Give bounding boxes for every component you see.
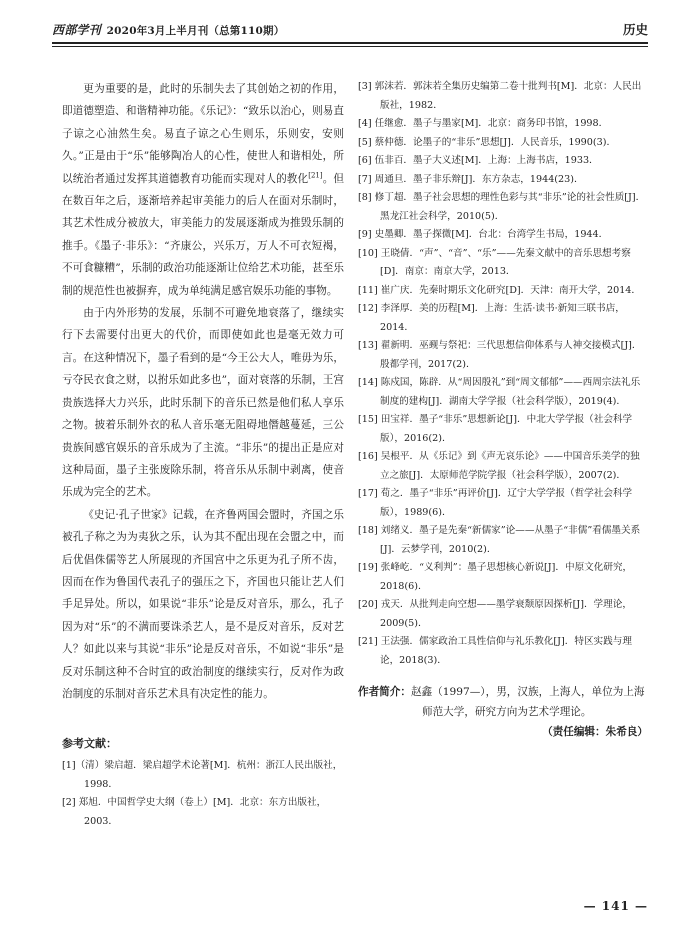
reference-item: [18] 刘绪义．墨子是先秦“新儒家”论——从墨子“非儒”看儒墨关系[J]．云梦学刊，2010(2)． [358,525,641,555]
author-text: 赵鑫（1997—），男，汉族，上海人，单位为上海师范大学，研究方向为艺术学理论。 [410,686,645,718]
references-right-list [358,78,648,670]
reference-item: [9] 史墨卿．墨子探微[M]．台北：台湾学生书局，1944． [358,229,609,240]
citation-21: [21] [308,171,323,180]
para-1-tail: 。但在数百年之后，逐渐培养起审美能力的后人在面对乐制时，其艺术性成分被放大，审美能力的发展逐渐成为推毁乐制的推手。《墨子·非乐》：“齐康公，兴乐万，万人不可衣短褐，不可食糠糟”，乐制的政治功能逐渐让位给艺术功能，甚至乐制的规范性也被摒弃，成为单纯满足感官娱乐功能的事物。 [62,172,345,297]
reference-item: [2] 郑旭．中国哲学史大纲（卷上）[M]．北京：东方出版社，2003． [62,797,327,827]
journal-info [52,21,284,38]
header-rule-thin [52,46,648,47]
reference-item: [11] 崔广庆．先秦时期乐文化研究[D]．天津：南开大学，2014． [358,284,641,296]
reference-item: [8] 修丁超．墨子社会思想的理性色彩与其“非乐”论的社会性质[J]．黑龙江社会科学，2010(5)． [358,192,646,222]
left-column [62,78,344,831]
reference-item: [13] 翟新明．巫觋与祭祀：三代思想信仰体系与人神交接模式[J]．殷都学刊，2017(2)． [358,340,642,370]
reference-item: [17] 荀之．墨子“非乐”再评价[J]．辽宁大学学报（哲学社会科学版），1989(6)． [358,488,633,518]
section-label: 历史 [622,22,648,37]
header-rule-thick [52,42,648,44]
journal-logo: 西部学刊 [52,23,101,37]
body-paragraph-2: 由于内外形势的发展，乐制不可避免地衰落了，继续实行下去需要付出更大的代价，而即使如此也是毫无效力可言。在这种情况下，墨子看到的是“今王公大人，唯毋为乐，亏夺民衣食之财，以拊乐如此多也”，面对衰落的乐制，王宫贵族选择大力兴乐，此时乐制下的音乐已然是他们私人享乐之物。披着乐制外衣的私人音乐毫无阻碍地僭越蔓延，三公贵族间感官娱乐的音乐成为了主流。“非乐”的提出正是应对这种局面，墨子主张废除乐制，将音乐从乐制中剥离，使音乐成为完全的艺术。 [62,307,344,499]
reference-item: [12] 李泽厚．美的历程[M]．上海：生活·读书·新知三联书店，2014． [358,303,625,333]
reference-item: [4] 任继愈．墨子与墨家[M]．北京：商务印书馆，1998． [358,118,609,129]
author-bio [358,682,648,722]
body-paragraph-1 [62,78,344,302]
page-header [52,18,648,42]
reference-item: [20] 戎天．从批判走向空想——墨学衰颓原因探析[J]．学理论，2009(5)． [358,599,632,629]
references-title: 参考文献： [62,737,117,751]
para-1-text: 更为重要的是，此时的乐制失去了其创始之初的作用，即道德塑造、和谐精神功能。《乐记》：“致乐以治心，则易直子谅之心油然生矣。易直子谅之心生则乐，乐则安，安则久。”正是由于“乐”能够陶冶人的心性，使世人和谐相处，所以统治者通过发挥其道德教育功能而实现对人的教化 [62,83,344,185]
reference-item: [16] 吴根平．从《乐记》到《声无哀乐论》——中国音乐美学的独立之旅[J]．太原师范学院学报（社会科学版），2007(2)． [358,451,640,481]
reference-item: [14] 陈戍国，陈辟．从“周因殷礼”到“周文郁郁”——西周宗法礼乐制度的建构[J]．湖南大学学报（社会科学版），2019(4)． [358,377,641,407]
reference-item: [15] 田宝祥．墨子“非乐”思想新论[J]．中北大学学报（社会科学版），2016(2)． [358,414,633,444]
author-label: 作者简介： [358,686,411,698]
reference-item: [10] 王晓倩．“声”、“音”、“乐”——先秦文献中的音乐思想考察[D]．南京：南京大学，2013． [358,247,631,277]
reference-item: [19] 张峰屹．“义利判”：墨子思想核心新说[J]．中原文化研究，2018(6)． [358,562,633,592]
reference-item: [6] 伍非百．墨子大义述[M]．上海：上海书店，1933． [358,155,599,166]
reference-item: [5] 蔡仲德．论墨子的“非乐”思想[J]．人民音乐，1990(3)． [358,136,617,148]
right-column [358,78,648,739]
responsible-editor: （责任编辑：朱希良） [542,726,648,738]
reference-item: [3] 郭沫若．郭沫若全集历史编第二卷十批判书[M]．北京：人民出版社，1982． [358,81,642,111]
reference-item: [21] 王法强．儒家政治工具性信仰与礼乐教化[J]．特区实践与理论，2018(3)． [358,636,632,666]
reference-item: [1]（清）梁启超．梁启超学术论著[M]．杭州：浙江人民出版社，1998． [62,760,343,790]
reference-item: [7] 周通旦．墨子非乐辩[J]．东方杂志，1944(23)． [358,173,584,185]
references-left-list [62,757,344,831]
page-number: — 141 — [583,899,648,913]
body-paragraph-3: 《史记·孔子世家》记载，在齐鲁两国会盟时，齐国之乐被孔子称之为为夷狄之乐，认为其不配出现在会盟之中，而后优倡侏儒等艺人所展现的齐国宫中之乐更为孔子所不齿，因而在作为鲁国代表孔子的强压之下，齐国也只能让艺人们手足异处。所以，如果说“非乐”论是反对音乐，那么，孔子因为对“乐”的不满而要诛杀艺人，是不是反对音乐，反对艺人？如此以来与其说“非乐”论是反对音乐，不如说“非乐”是反对乐制这种不合时宜的政治制度的继续实行，反对作为政治制度的乐制对音乐艺术具有决定性的能力。 [62,508,344,700]
journal-issue: 2020年3月上半月刊（总第110期） [106,25,285,37]
